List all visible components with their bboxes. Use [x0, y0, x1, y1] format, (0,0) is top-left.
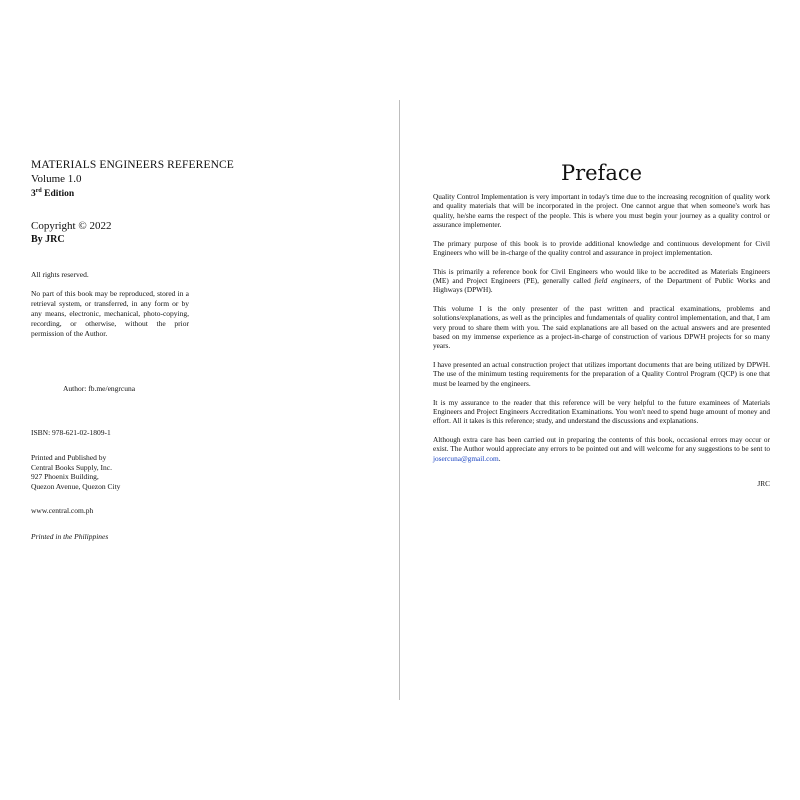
author-link: Author: fb.me/engrcuna	[63, 384, 136, 394]
reproduction-notice: No part of this book may be reproduced, stored in a retrieval system, or transferred, in any form or by any means, electronic, mechanical, photo-copying, recording, or otherwise, without the prior permission of the Author.	[31, 289, 189, 339]
edition-number: 3	[31, 189, 36, 200]
publisher-line: 927 Phoenix Building,	[31, 472, 99, 482]
printed-in: Printed in the Philippines	[31, 532, 109, 542]
author-initials: By JRC	[31, 234, 65, 246]
preface-paragraph-2: The primary purpose of this book is to provide additional knowledge and continuous development for Civil Engineers who will be in-charge of the quality control and assurance in project implementation.	[433, 238, 770, 257]
rights-reserved: All rights reserved.	[31, 270, 89, 280]
isbn: ISBN: 978-621-02-1809-1	[31, 428, 111, 438]
paragraph-text: This is primarily a reference book for Civil Engineers who would like to be accredited as Materials Engineers (ME) and Project Engineers (PE), generally called	[433, 266, 770, 286]
publisher-block	[31, 453, 191, 491]
preface-paragraph-7	[433, 435, 770, 463]
copyright-line: Copyright © 2022	[31, 220, 112, 233]
book-title: MATERIALS ENGINEERS REFERENCE	[31, 159, 234, 171]
preface-paragraph-6: It is my assurance to the reader that this reference will be very helpful to the future examinees of Materials Engineers and Project Engineers Accreditation Examinations. You won't need to spend huge amount of money and effort. All it takes is this reference; study, and understand the discussions and explanations.	[433, 397, 770, 426]
publisher-line: Central Books Supply, Inc.	[31, 462, 112, 472]
publisher-line: Printed and Published by	[31, 453, 107, 463]
emphasis-text: field engineers	[594, 276, 640, 286]
publisher-website: www.central.com.ph	[31, 506, 94, 516]
preface-heading: Preface	[560, 161, 643, 185]
preface-paragraph-3	[433, 267, 770, 295]
copyright-page	[31, 158, 234, 542]
edition-suffix: rd	[35, 188, 42, 194]
paragraph-text: Although extra care has been carried out in preparing the contents of this book, occasional errors may occur or exist. The Author would appreciate any errors to be pointed out and will welcome for any suggestions to be sent to	[433, 434, 770, 454]
publisher-line: Quezon Avenue, Quezon City	[31, 481, 121, 491]
preface-paragraph-5: I have presented an actual construction project that utilizes important documents that are being utilized by DPWH. The use of the minimum testing requirements for the preparation of a Quality Control Program (QCP) is one that must be learned by the engineers.	[433, 360, 770, 388]
preface-paragraph-1: Quality Control Implementation is very important in today's time due to the increasing recognition of quality work and quality materials that will be incorporated in the project. One cannot argue that when someone's work has quality, he/she earns the respect of the people. This is where you must begin your journey as a quality control or assurance implementer.	[433, 192, 770, 229]
volume-label: Volume 1.0	[31, 173, 82, 185]
preface-page	[433, 160, 770, 488]
preface-signature: JRC	[757, 478, 770, 488]
paragraph-text: .	[498, 453, 501, 463]
paragraph-text: , of the Department of Public Works and Highways (DPWH).	[433, 276, 770, 295]
edition-word: Edition	[41, 189, 75, 200]
author-email-link[interactable]: josercuna@gmail.com	[433, 453, 499, 463]
edition-label	[31, 185, 191, 200]
page-divider	[399, 100, 400, 700]
preface-paragraph-4: This volume I is the only presenter of the past written and practical examinations, problems and solutions/explanations, as well as the principles and fundamentals of quality control implementation, and that, I am very proud to share them with you. The said explanations are all based on the actual answers and are presented based on my immense experience as a project-in-charge of construction of various DPWH projects for so many years.	[433, 304, 770, 351]
